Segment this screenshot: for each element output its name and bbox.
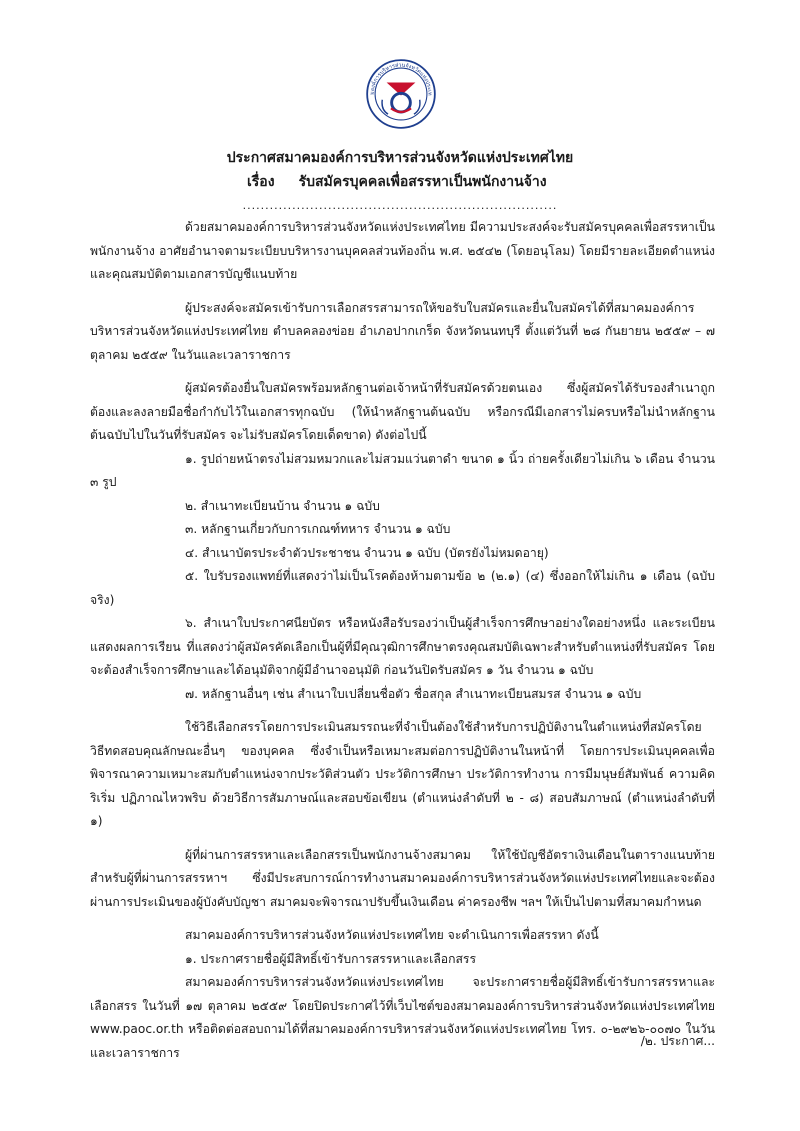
logo-text: มองค์การบริหารส่วนจังหวัดแห่งประเท [369, 62, 433, 96]
paragraph-application: ผู้ประสงค์จะสมัครเข้ารับการเลือกสรรสามารถให้ขอรับใบสมัครและยื่นใบสมัครได้ที่สมาคมองค์การบริหารส่วนจังหวัดแห่งประเทศไทย ตำบลคลองข่อย อำเภอปากเกร็ด จังหวัดนนทบุรี ตั้งแต่วันที่ ๒๘ กันยายน ๒๕๕๙ – ๗ ตุลาคม ๒๕๕๙ ในวันและเวลาราชการ [90, 300, 715, 362]
paragraph-documents: ผู้สมัครต้องยื่นใบสมัครพร้อมหลักฐานต่อเจ้าหน้าที่รับสมัครด้วยตนเอง ซึ่งผู้สมัครได้รับรองสำเนาถูกต้องและลงลายมือชื่อกำกับไว้ในเอกสารทุกฉบับ (ให้นำหลักฐานต้นฉบับ หรือกรณีมีเอกสารไม่ครบหรือไม่นำหลักฐานต้นฉบับไปในวันที่รับสมัคร จะไม่รับสมัครโดยเด็ดขาด) ดังต่อไปนี้ [90, 381, 715, 442]
list-item: ๕. ใบรับรองแพทย์ที่แสดงว่าไม่เป็นโรคต้องห้ามตามข้อ ๒ (๒.๑) (๔) ซึ่งออกให้ไม่เกิน ๑ เดือน (ฉบับจริง) [90, 569, 715, 607]
list-item: ๓. หลักฐานเกี่ยวกับการเกณฑ์ทหาร จำนวน ๑ ฉบับ [185, 522, 451, 536]
subject-text: รับสมัครบุคคลเพื่อสรรหาเป็นพนักงานจ้าง [298, 174, 547, 190]
list-item: ๗. หลักฐานอื่นๆ เช่น สำเนาใบเปลี่ยนชื่อตัว ชื่อสกุล สำเนาทะเบียนสมรส จำนวน ๑ ฉบับ [185, 686, 642, 701]
title-divider: ...................................................................... [242, 199, 558, 212]
paragraph-selection-method: ใช้วิธีเลือกสรรโดยการประเมินสมรรถนะที่จำเป็นต้องใช้สำหรับการปฏิบัติงานในตำแหน่งที่สมัครโดย วิธีทดสอบคุณลักษณะอื่นๆ ของบุคคล ซึ่งจำเป็นหรือเหมาะสมต่อการปฏิบัติงานในหน้าที่ โดยการประเมินบุคคลเพื่อพิจารณาความเหมาะสมกับตำแหน่งจากประวัติส่วนตัว ประวัติการศึกษา ประวัติการทำงาน การมีมนุษย์สัมพันธ์ ความคิดริเริ่ม ปฏิภาณไหวพริบ ด้วยวิธีการสัมภาษณ์และสอบข้อเขียน (ตำแหน่งลำดับที่ ๒ - ๘) สอบสัมภาษณ์ (ตำแหน่งลำดับที่ ๑) [90, 720, 715, 828]
list-item: ๒. สำเนาทะเบียนบ้าน จำนวน ๑ ฉบับ [185, 498, 380, 513]
association-logo-icon [365, 58, 437, 130]
subject-line [247, 170, 547, 194]
list-item: ๔. สำเนาบัตรประจำตัวประชาชน จำนวน ๑ ฉบับ (บัตรยังไม่หมดอายุ) [185, 545, 549, 560]
paragraph-salary: ผู้ที่ผ่านการสรรหาและเลือกสรรเป็นพนักงานจ้างสมาคม ให้ใช้บัญชีอัตราเงินเดือนในตารางแนบท้ายสำหรับผู้ที่ผ่านการสรรหาฯ ซึ่งมีประสบการณ์การทำงานสมาคมองค์การบริหารส่วนจังหวัดแห่งประเทศไทยและจะต้องผ่านการประเมินของผู้บังคับบัญชา สมาคมจะพิจารณาปรับขึ้นเงินเดือน ค่าครองชีพ ฯลฯ ให้เป็นไปตามที่สมาคมกำหนด [90, 847, 715, 909]
list-item: ๑. รูปถ่ายหน้าตรงไม่สวมหมวกและไม่สวมแว่นตาดำ ขนาด ๑ นิ้ว ถ่ายครั้งเดียวไม่เกิน ๖ เดือน จำนวน ๓ รูป [90, 451, 715, 489]
list-item: ๖. สำเนาใบประกาศนียบัตร หรือหนังสือรับรองว่าเป็นผู้สำเร็จการศึกษาอย่างใดอย่างหนึ่ง และระเบียนแสดงผลการเรียน ที่แสดงว่าผู้สมัครคัดเลือกเป็นผู้ที่มีคุณวุฒิการศึกษาตรงคุณสมบัติเฉพาะสำหรับตำแหน่งที่รับสมัคร โดยจะต้องสำเร็จการศึกษาและได้อนุมัติจากผู้มีอำนาจอนุมัติ ก่อนวันปิดรับสมัคร ๑ วัน จำนวน ๑ ฉบับ [90, 616, 715, 677]
subject-label: เรื่อง [247, 174, 275, 190]
paragraph-announcement: สมาคมองค์การบริหารส่วนจังหวัดแห่งประเทศไทย จะประกาศรายชื่อผู้มีสิทธิ์เข้ารับการสรรหาและเลือกสรร ในวันที่ ๑๗ ตุลาคม ๒๕๕๙ โดยปิดประกาศไว้ที่เว็บไซต์ของสมาคมองค์การบริหารส่วนจังหวัดแห่งประเทศไทย www.paoc.or.th หรือติดต่อสอบถามได้ที่สมาคมองค์การบริหารส่วนจังหวัดแห่งประเทศไทย โทร. ๐-๒๙๒๖-๐๐๗๐ ในวันและเวลาราชการ [90, 975, 715, 1060]
section-heading: ๑. ประกาศรายชื่อผู้มีสิทธิ์เข้ารับการสรรหาและเลือกสรร [185, 951, 477, 966]
paragraph-intro: ด้วยสมาคมองค์การบริหารส่วนจังหวัดแห่งประเทศไทย มีความประสงค์จะรับสมัครบุคคลเพื่อสรรหาเป็นพนักงานจ้าง อาศัยอำนาจตามระเบียบบริหารงานบุคคลส่วนท้องถิ่น พ.ศ. ๒๕๔๒ (โดยอนุโลม) โดยมีรายละเอียดตำแหน่งและคุณสมบัติตามเอกสารบัญชีแนบท้าย [90, 220, 715, 281]
page-title: ประกาศสมาคมองค์การบริหารส่วนจังหวัดแห่งประเทศไทย [226, 150, 574, 166]
next-page-marker: /๒. ประกาศ... [640, 1034, 715, 1048]
paragraph-process: สมาคมองค์การบริหารส่วนจังหวัดแห่งประเทศไทย จะดำเนินการเพื่อสรรหา ดังนี้ [185, 928, 599, 942]
document-body [90, 216, 715, 1065]
